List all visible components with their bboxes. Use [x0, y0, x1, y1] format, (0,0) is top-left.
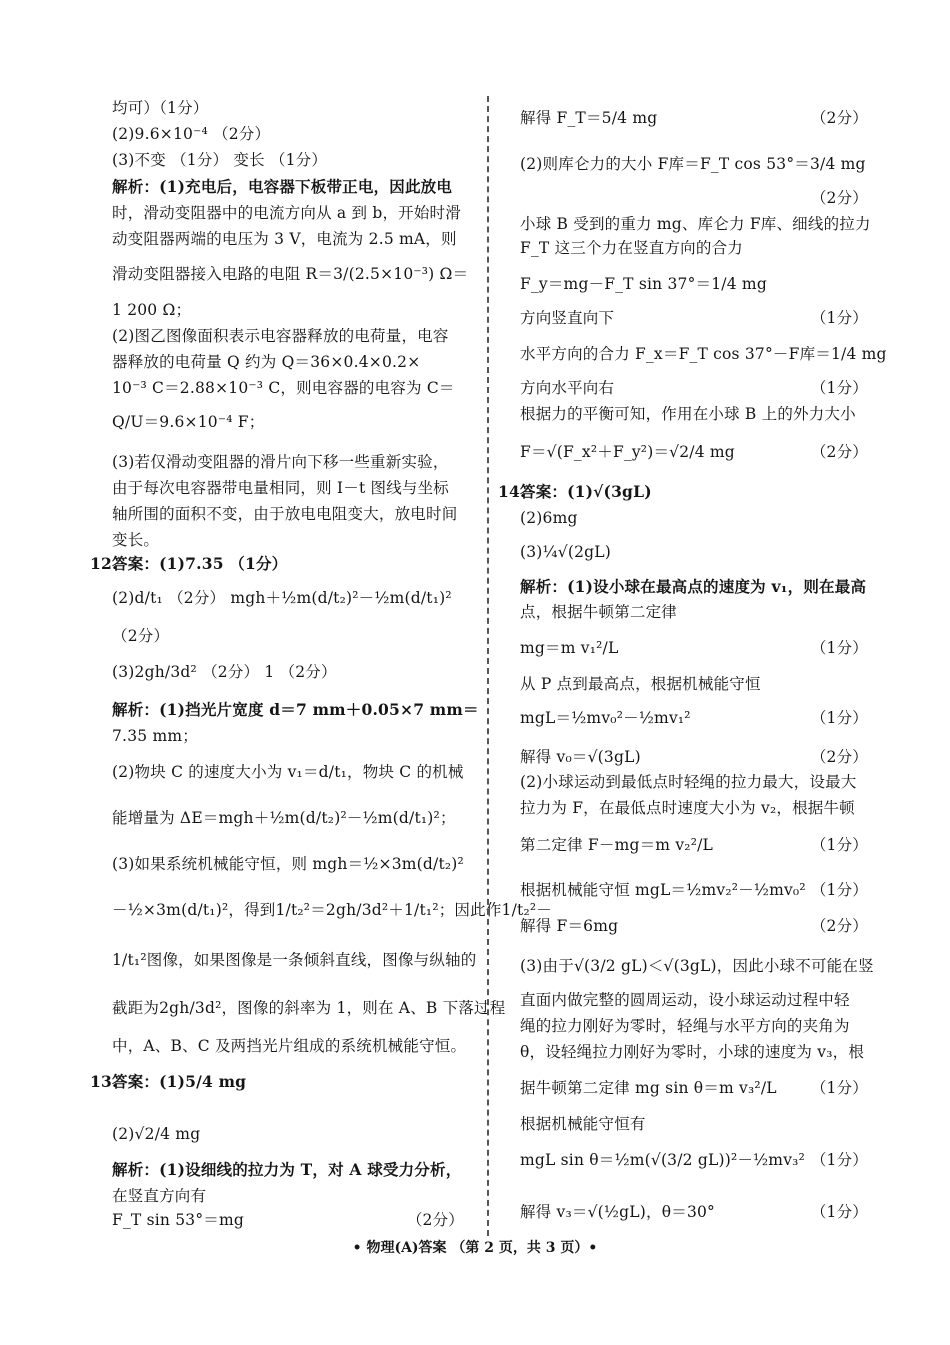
text-line: [520, 674, 868, 694]
line-text: （2分）: [112, 627, 170, 645]
line-text: 答案：(1)7.35 （1分）: [112, 554, 288, 573]
line-text: 答案：(1)5/4 mg: [112, 1072, 247, 1091]
line-text: (3)不变 （1分） 变长 （1分）: [112, 151, 328, 169]
line-text: 根据机械能守恒 mgL＝½mv₂²－½mv₀²: [520, 881, 806, 899]
text-line: [520, 442, 868, 462]
line-text: (2)小球运动到最低点时轻绳的拉力最大，设最大: [520, 773, 857, 791]
text-line: [112, 700, 479, 720]
line-text: 均可）（1分）: [112, 99, 209, 117]
score-label: （1分）: [810, 639, 868, 657]
text-line: [112, 378, 464, 398]
question-number: 13.: [90, 1072, 118, 1091]
text-line: [112, 452, 464, 472]
score-label: （2分）: [810, 443, 868, 461]
text-line: [520, 188, 868, 208]
text-line: [112, 150, 464, 170]
text-line: [520, 238, 868, 258]
score-label: （2分）: [810, 917, 868, 935]
text-line: [112, 326, 464, 346]
text-line: [520, 990, 868, 1010]
line-text: 绳的拉力刚好为零时，轻绳与水平方向的夹角为: [520, 1017, 850, 1035]
line-text: (2)则库仑力的大小 F库＝F_T cos 53°＝3/4 mg: [520, 155, 866, 173]
text-line: [520, 404, 868, 424]
line-text: 直面内做完整的圆周运动，设小球运动过程中轻: [520, 991, 850, 1009]
score-label: （2分）: [810, 109, 868, 127]
line-text: (2)√2/4 mg: [112, 1125, 201, 1143]
text-line: [520, 708, 868, 728]
text-line: [112, 854, 464, 874]
score-label: （2分）: [810, 748, 868, 766]
text-line: [520, 916, 868, 936]
line-text: 解得 v₀＝√(3gL): [520, 748, 641, 766]
text-line: [520, 108, 868, 128]
text-line: [520, 880, 868, 900]
line-text: 中，A、B、C 及两挡光片组成的系统机械能守恒。: [112, 1037, 467, 1055]
question-number: 14.: [498, 482, 526, 501]
line-text: 1 200 Ω；: [112, 301, 192, 319]
line-text: 10⁻³ C＝2.88×10⁻³ C，则电容器的电容为 C＝: [112, 379, 455, 397]
line-text: (3)由于√(3/2 gL)＜√(3gL)，因此小球不可能在竖: [520, 957, 874, 975]
score-label: （1分）: [810, 309, 868, 327]
line-text: F_T sin 53°＝mg: [112, 1211, 244, 1229]
text-line: [112, 478, 464, 498]
line-text: F＝√(F_x²＋F_y²)＝√2/4 mg: [520, 443, 735, 461]
text-line: [520, 956, 874, 976]
text-line: [520, 602, 868, 622]
line-text: Q/U＝9.6×10⁻⁴ F；: [112, 413, 265, 431]
line-text: 1/t₁²图像，如果图像是一条倾斜直线，图像与纵轴的: [112, 951, 477, 969]
text-line: [520, 542, 868, 562]
text-line: [520, 1202, 868, 1222]
line-text: (3)如果系统机械能守恒，则 mgh＝½×3m(d/t₂)²: [112, 855, 464, 873]
line-text: 方向水平向右: [520, 379, 615, 397]
line-text: 时，滑动变阻器中的电流方向从 a 到 b，开始时滑: [112, 204, 461, 222]
text-line: [112, 1186, 464, 1206]
line-text: 答案：(1)√(3gL): [520, 482, 652, 501]
line-text: (2)9.6×10⁻⁴ （2分）: [112, 125, 271, 143]
text-line: [520, 772, 868, 792]
line-text: 解得 F_T＝5/4 mg: [520, 109, 658, 127]
line-text: 根据力的平衡可知，作用在小球 B 上的外力大小: [520, 405, 856, 423]
line-text: θ，设轻绳拉力刚好为零时，小球的速度为 v₃，根: [520, 1043, 865, 1061]
text-line: [112, 203, 464, 223]
text-line: [112, 1210, 464, 1230]
text-line: [112, 588, 464, 608]
line-text: 动变阻器两端的电压为 3 V，电流为 2.5 mA，则: [112, 230, 457, 248]
page-footer: • 物理(A)答案 （第 2 页，共 3 页）•: [352, 1240, 598, 1256]
line-text: －½×3m(d/t₁)²，得到1/t₂²＝2gh/3d²＋1/t₁²；因此作1/t₂²－: [112, 901, 552, 919]
text-line: [520, 1078, 868, 1098]
line-text: 轴所围的面积不变，由于放电电阻变大，放电时间: [112, 505, 458, 523]
line-text: 由于每次电容器带电量相同，则 I－t 图线与坐标: [112, 479, 450, 497]
line-text: mgL sin θ＝½m(√(3/2 gL))²－½mv₃²: [520, 1151, 805, 1169]
line-text: (2)6mg: [520, 509, 578, 527]
line-text: (2)d/t₁ （2分） mgh＋½m(d/t₂)²－½m(d/t₁)²: [112, 589, 452, 607]
text-line: [520, 308, 868, 328]
text-line: [112, 229, 464, 249]
line-text: 能增量为 ΔE＝mgh＋½m(d/t₂)²－½m(d/t₁)²；: [112, 809, 456, 827]
text-line: [498, 482, 868, 502]
column-divider: [487, 96, 489, 1236]
text-line: [520, 798, 868, 818]
line-text: 解析：(1)挡光片宽度 d＝7 mm＋0.05×7 mm＝: [112, 700, 479, 719]
line-text: 截距为2gh/3d²，图像的斜率为 1，则在 A、B 下落过程: [112, 999, 506, 1017]
line-text: 7.35 mm；: [112, 727, 198, 745]
text-line: [112, 264, 469, 284]
text-line: [112, 352, 464, 372]
line-text: 滑动变阻器接入电路的电阻 R＝3/(2.5×10⁻³) Ω＝: [112, 265, 469, 283]
text-line: [112, 1160, 464, 1180]
text-line: [520, 274, 868, 294]
score-label: （1分）: [810, 836, 868, 854]
line-text: 根据机械能守恒有: [520, 1115, 646, 1133]
text-line: [520, 1150, 868, 1170]
text-line: [112, 950, 477, 970]
question-number: 12.: [90, 554, 118, 573]
text-line: [520, 577, 868, 597]
text-line: [520, 1016, 868, 1036]
text-line: [520, 344, 887, 364]
line-text: (2)物块 C 的速度大小为 v₁＝d/t₁，物块 C 的机械: [112, 763, 464, 781]
text-line: [112, 900, 552, 920]
score-label: （2分）: [810, 189, 868, 207]
text-line: [520, 835, 868, 855]
line-text: 解析：(1)设细线的拉力为 T，对 A 球受力分析，: [112, 1160, 462, 1179]
text-line: [520, 508, 868, 528]
text-line: [112, 626, 464, 646]
line-text: 拉力为 F，在最低点时速度大小为 v₂，根据牛顿: [520, 799, 855, 817]
line-text: (3)若仅滑动变阻器的滑片向下移一些重新实验，: [112, 453, 449, 471]
text-line: [112, 1124, 464, 1144]
text-line: [112, 504, 464, 524]
text-line: [520, 214, 871, 234]
text-line: [112, 530, 464, 550]
line-text: 小球 B 受到的重力 mg、库仑力 F库、细线的拉力: [520, 215, 871, 233]
line-text: 方向竖直向下: [520, 309, 615, 327]
score-label: （1分）: [810, 881, 868, 899]
line-text: mgL＝½mv₀²－½mv₁²: [520, 709, 691, 727]
text-line: [520, 638, 868, 658]
text-line: [112, 412, 464, 432]
line-text: 水平方向的合力 F_x＝F_T cos 37°－F库＝1/4 mg: [520, 345, 887, 363]
text-line: [520, 747, 868, 767]
line-text: 解析：(1)设小球在最高点的速度为 v₁，则在最高: [520, 577, 867, 596]
line-text: 点，根据牛顿第二定律: [520, 603, 678, 621]
text-line: [112, 300, 464, 320]
text-line: [112, 762, 464, 782]
text-line: [112, 177, 464, 197]
text-line: [520, 1042, 868, 1062]
text-line: [112, 726, 464, 746]
line-text: 在竖直方向有: [112, 1187, 207, 1205]
line-text: F_y＝mg－F_T sin 37°＝1/4 mg: [520, 275, 767, 293]
text-line: [112, 808, 464, 828]
score-label: （1分）: [810, 379, 868, 397]
text-line: [90, 1072, 464, 1092]
line-text: 变长。: [112, 531, 160, 549]
line-text: 器释放的电荷量 Q 约为 Q＝36×0.4×0.2×: [112, 353, 421, 371]
line-text: 解得 F＝6mg: [520, 917, 619, 935]
text-line: [112, 98, 464, 118]
text-line: [112, 662, 464, 682]
text-line: [112, 124, 464, 144]
text-line: [520, 1114, 868, 1134]
line-text: F_T 这三个力在竖直方向的合力: [520, 239, 743, 257]
line-text: 解析：(1)充电后，电容器下板带正电，因此放电: [112, 177, 453, 196]
score-label: （1分）: [810, 1151, 868, 1169]
score-label: （1分）: [810, 1203, 868, 1221]
text-line: [520, 154, 868, 174]
line-text: (2)图乙图像面积表示电容器释放的电荷量，电容: [112, 327, 449, 345]
line-text: (3)2gh/3d² （2分） 1 （2分）: [112, 663, 337, 681]
line-text: 解得 v₃＝√(½gL)，θ＝30°: [520, 1203, 716, 1221]
text-line: [112, 1036, 467, 1056]
line-text: 第二定律 F－mg＝m v₂²/L: [520, 836, 714, 854]
score-label: （2分）: [406, 1211, 464, 1229]
text-line: [90, 554, 464, 574]
text-line: [112, 998, 506, 1018]
text-line: [520, 378, 868, 398]
line-text: (3)¼√(2gL): [520, 543, 612, 561]
line-text: mg＝m v₁²/L: [520, 639, 619, 657]
score-label: （1分）: [810, 709, 868, 727]
score-label: （1分）: [810, 1079, 868, 1097]
line-text: 从 P 点到最高点，根据机械能守恒: [520, 675, 761, 693]
line-text: 据牛顿第二定律 mg sin θ＝m v₃²/L: [520, 1079, 777, 1097]
